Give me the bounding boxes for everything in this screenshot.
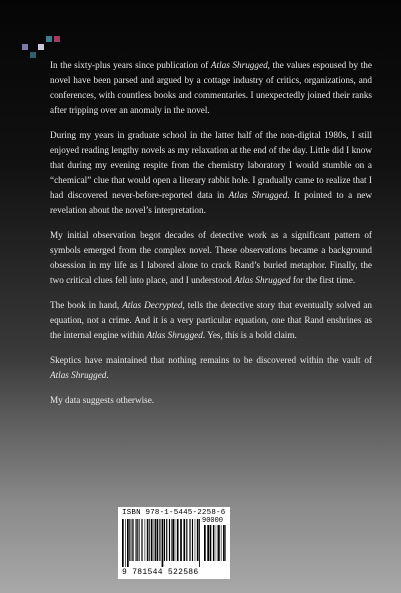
- text-run: . Yes, this is a bold claim.: [202, 330, 297, 340]
- barcode-bar: [155, 519, 156, 561]
- barcode-bar: [149, 519, 150, 561]
- barcode-bar: [169, 519, 170, 561]
- barcode-bar: [132, 519, 133, 561]
- barcode-bar: [183, 519, 185, 561]
- barcode-bar: [218, 525, 220, 561]
- italic-title: Atlas Shrugged: [228, 190, 288, 200]
- barcode-bar: [189, 519, 190, 561]
- italic-title: Atlas Shrugged: [234, 275, 291, 285]
- barcode-bar: [139, 519, 140, 561]
- paragraph: [50, 128, 372, 218]
- barcode-bar: [141, 519, 142, 561]
- isbn-barcode: [118, 507, 230, 579]
- barcode-bar: [159, 519, 160, 561]
- barcode-bar: [223, 525, 225, 561]
- italic-title: Atlas Shrugged: [210, 60, 268, 70]
- barcode-bar: [215, 525, 216, 561]
- barcode-bar: [147, 519, 148, 561]
- decor-square: [54, 36, 60, 42]
- text-run: Skeptics have maintained that nothing remains to be discovered within the vault of: [50, 355, 372, 365]
- barcode-bar: [164, 519, 165, 561]
- addon-barcode-bars: [204, 525, 226, 567]
- barcode-bar: [136, 519, 137, 561]
- barcode-bar: [166, 519, 167, 561]
- text-run: During my years in graduate school in the latter half of the non-digital 1980s, I still enjoyed reading lengthy novels as my relaxation at the end of the day. Little did I know that during my evening respite from the chemistry laboratory I would stumble on a “chemical” clue that would open a literary rabbit hole. I gradually came to realize that I had discovered never-before-reported data in: [50, 130, 372, 200]
- text-run: , tells the detective story that eventually solved an equation, not a crime. And it is a very particular equation, one that Rand enshrines as the internal engine within: [50, 300, 372, 340]
- barcode-bar: [195, 519, 196, 561]
- barcode-bar: [127, 519, 129, 567]
- blurb-text: [50, 58, 372, 418]
- paragraph: [50, 298, 372, 343]
- barcode-bar: [157, 519, 159, 561]
- paragraph: [50, 353, 372, 383]
- barcode-bar: [210, 525, 212, 561]
- barcode-bar: [197, 519, 199, 561]
- decor-square: [30, 52, 36, 58]
- barcode-bar: [221, 525, 222, 561]
- barcode-bar: [175, 519, 176, 561]
- paragraph: [50, 393, 372, 408]
- isbn-number: ISBN 978-1-5445-2258-6: [122, 509, 226, 517]
- text-run: My initial observation begot decades of detective work as a significant pattern of symbols emerged from the complex novel. These observations became a background obsession in my life as I labored alone to crack Rand’s buried metaphor. Finally, the two critical clues fell into place, and I understood: [50, 230, 372, 285]
- barcode-bar: [225, 525, 226, 561]
- barcode-bar: [190, 519, 191, 561]
- decor-square: [46, 36, 52, 42]
- barcode-bar: [172, 519, 174, 561]
- decor-square: [22, 44, 28, 50]
- barcode-bar: [199, 519, 200, 567]
- barcode-bar: [186, 519, 187, 561]
- text-run: .: [106, 370, 109, 380]
- text-run: for the first time.: [290, 275, 356, 285]
- barcode-bar: [177, 519, 179, 561]
- italic-title: Atlas Shrugged: [146, 330, 203, 340]
- barcode-bar: [207, 525, 209, 561]
- decor-square: [38, 44, 44, 50]
- text-run: The book in hand,: [50, 300, 123, 310]
- text-run: In the sixty-plus years since publication of: [50, 60, 211, 70]
- barcode-bar: [213, 525, 214, 561]
- text-run: My data suggests otherwise.: [50, 395, 155, 405]
- decorative-squares: [22, 36, 62, 60]
- paragraph: [50, 228, 372, 288]
- italic-title: Atlas Shrugged: [50, 370, 107, 380]
- barcode-bar: [204, 525, 206, 561]
- barcode-bar: [162, 519, 164, 567]
- barcode-bar: [192, 519, 193, 561]
- text-run: . It pointed to a new revelation about the novel’s interpretation.: [50, 190, 373, 215]
- barcode-bar: [129, 519, 130, 561]
- barcode-bars: [122, 519, 200, 567]
- barcode-bar: [133, 519, 134, 561]
- barcode-bar: [137, 519, 138, 561]
- barcode-bar: [180, 519, 182, 561]
- barcode-bar: [122, 519, 124, 567]
- barcode-bar: [217, 525, 218, 561]
- text-run: , the values espoused by the novel have been parsed and argued by a cottage industry of critics, organizations, and conferences, with countless books and commentaries. I unexpectedly joined their ranks after tripping over an anomaly in the novel.: [50, 60, 372, 115]
- price-addon-number: 90000: [202, 517, 224, 525]
- ean-number: 9 781544 522586: [122, 568, 199, 577]
- barcode-bar: [171, 519, 172, 561]
- italic-title: Atlas Decrypted: [122, 300, 183, 310]
- paragraph: [50, 58, 372, 118]
- barcode-bar: [125, 519, 126, 567]
- barcode-bar: [145, 519, 146, 561]
- barcode-bar: [154, 519, 155, 561]
- barcode-bar: [151, 519, 153, 561]
- barcode-bar: [142, 519, 143, 561]
